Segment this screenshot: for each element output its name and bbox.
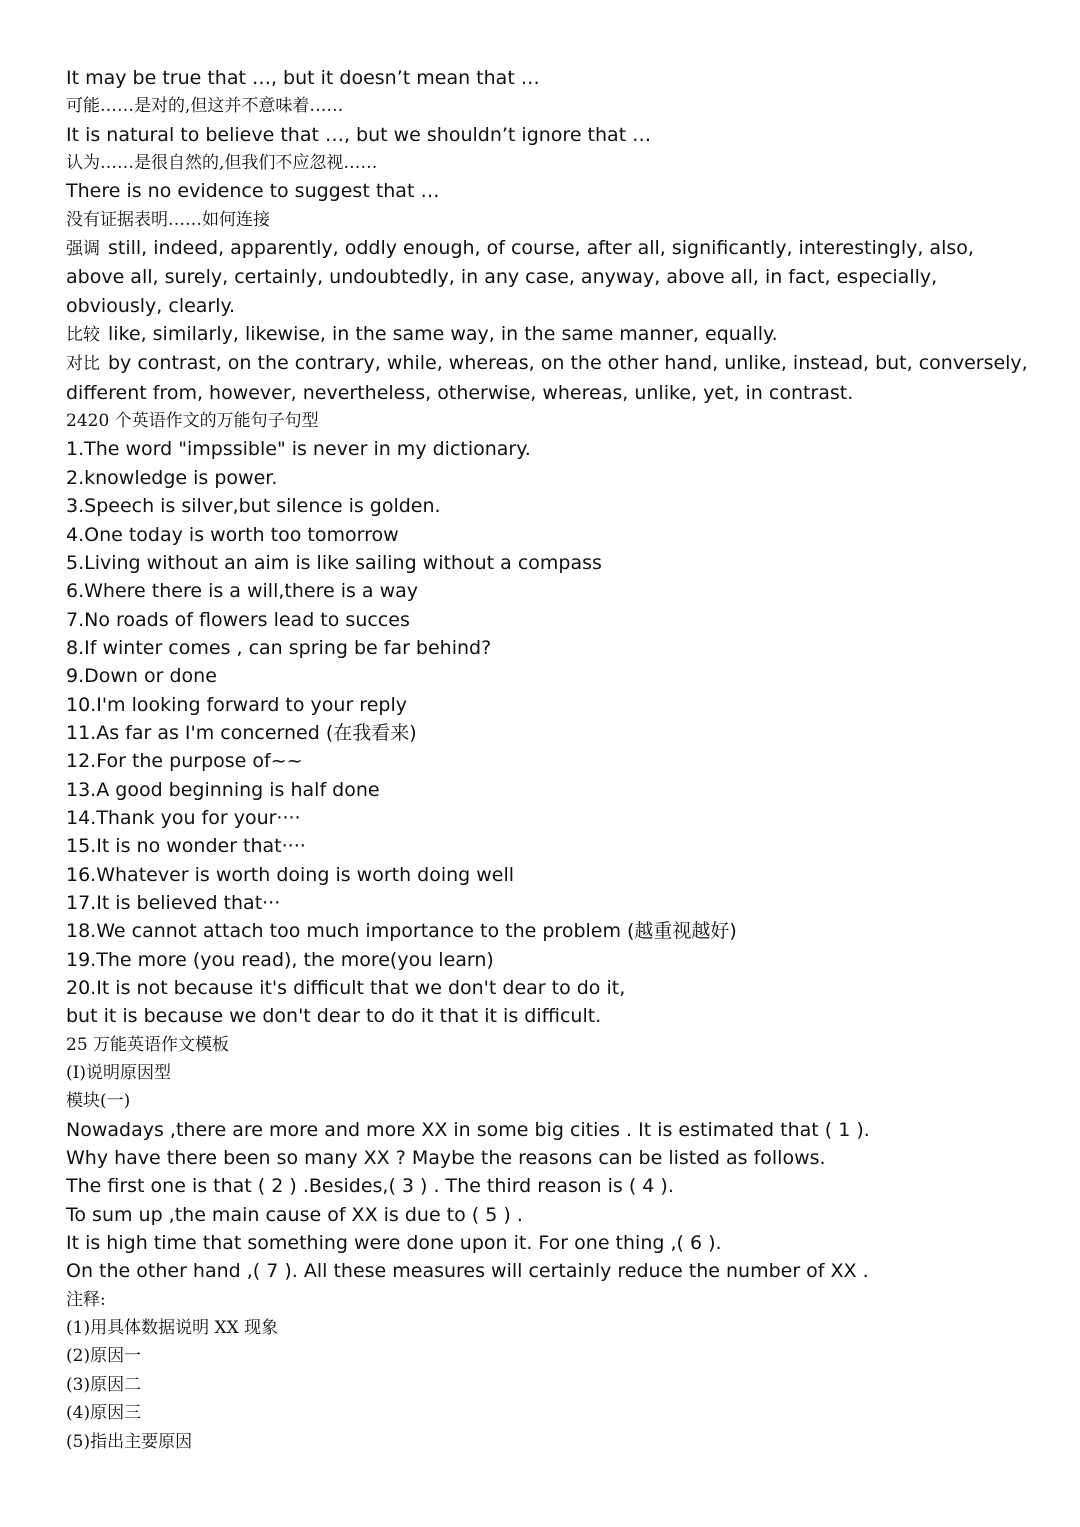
phrase-zh: 可能……是对的,但这并不意味着…… [66, 96, 344, 117]
sentence-item: 17.It is believed that··· [66, 891, 281, 914]
sentence-item: 3.Speech is silver,but silence is golden. [66, 495, 441, 518]
module-label: 模块(一) [66, 1091, 131, 1112]
note-item: (3)原因二 [66, 1374, 142, 1395]
sentence-list [66, 435, 1046, 1030]
sentence-item: 11.As far as I'm concerned (在我看来) [66, 721, 417, 744]
document-page [66, 64, 1046, 1456]
sentence-item: 16.Whatever is worth doing is worth doing well [66, 863, 515, 886]
notes-label: 注释: [66, 1289, 106, 1310]
template-line: On the other hand ,( 7 ). All these measures will certainly reduce the number of XX . [66, 1260, 869, 1283]
sentence-item: 19.The more (you read), the more(you learn) [66, 948, 494, 971]
note-item: (5)指出主要原因 [66, 1431, 193, 1452]
phrase-en: It may be true that …, but it doesn’t mean that … [66, 67, 540, 89]
template-line: Nowadays ,there are more and more XX in some big cities . It is estimated that ( 1 ). [66, 1118, 870, 1141]
connector-words: like, similarly, likewise, in the same way, in the same manner, equally. [108, 323, 778, 346]
connector-label: 比较 [66, 325, 100, 346]
sentence-item: 1.The word "impssible" is never in my dictionary. [66, 438, 531, 461]
template-line: Why have there been so many XX ? Maybe the reasons can be listed as follows. [66, 1147, 826, 1170]
sentence-item: 4.One today is worth too tomorrow [66, 523, 399, 546]
connector-words: still, indeed, apparently, oddly enough, of course, after all, significantly, interestingly, also, above all, surely, certainly, undoubtedly, in any case, anyway, above all, in fact, especially, obviously, clearly. [66, 237, 974, 317]
template-heading: 25 万能英语作文模板 [66, 1034, 230, 1055]
template-line: The first one is that ( 2 ) .Besides,( 3 ) . The third reason is ( 4 ). [66, 1175, 674, 1198]
sentence-item: 9.Down or done [66, 665, 217, 688]
note-item: (4)原因三 [66, 1403, 142, 1424]
sentence-item: 15.It is no wonder that···· [66, 835, 306, 858]
phrase-en: There is no evidence to suggest that … [66, 180, 440, 203]
phrase-zh: 没有证据表明……如何连接 [66, 209, 270, 230]
note-item: (2)原因一 [66, 1346, 142, 1367]
template-line: It is high time that something were done upon it. For one thing ,( 6 ). [66, 1232, 722, 1255]
sentence-item: 8.If winter comes , can spring be far behind? [66, 636, 492, 659]
connectors-comparison [66, 320, 1036, 349]
sentences-heading: 2420 个英语作文的万能句子句型 [66, 411, 319, 432]
sentence-item: but it is because we don't dear to do it that it is difficult. [66, 1005, 602, 1028]
note-item: (1)用具体数据说明 XX 现象 [66, 1318, 279, 1339]
sentence-item: 14.Thank you for your···· [66, 806, 301, 829]
connector-label: 强调 [66, 239, 100, 260]
sentence-item: 12.For the purpose of~~ [66, 750, 303, 773]
phrase-zh: 认为……是很自然的,但我们不应忽视…… [66, 153, 378, 174]
sentence-item: 7.No roads of flowers lead to succes [66, 608, 410, 631]
connectors-contrast [66, 349, 1041, 407]
sentence-item: 5.Living without an aim is like sailing without a compass [66, 551, 602, 574]
sentence-item: 18.We cannot attach too much importance to the problem (越重视越好) [66, 920, 737, 943]
sentence-item: 6.Where there is a will,there is a way [66, 580, 419, 603]
sentence-item: 20.It is not because it's difficult that we don't dear to do it, [66, 977, 626, 999]
template-body [66, 1116, 1046, 1286]
sentence-item: 13.A good beginning is half done [66, 778, 380, 801]
sentence-item: 2.knowledge is power. [66, 466, 278, 489]
notes-list [66, 1314, 1046, 1456]
connector-words: by contrast, on the contrary, while, whereas, on the other hand, unlike, instead, but, conversely, different from, however, nevertheless, otherwise, whereas, unlike, yet, in contrast. [66, 352, 1028, 404]
template-line: To sum up ,the main cause of XX is due to ( 5 ) . [66, 1203, 523, 1226]
sentence-item: 10.I'm looking forward to your reply [66, 693, 407, 716]
connector-label: 对比 [66, 354, 100, 375]
phrase-en: It is natural to believe that …, but we shouldn’t ignore that … [66, 123, 652, 146]
connectors-emphasis [66, 234, 1036, 320]
template-type: (I)说明原因型 [66, 1063, 171, 1084]
